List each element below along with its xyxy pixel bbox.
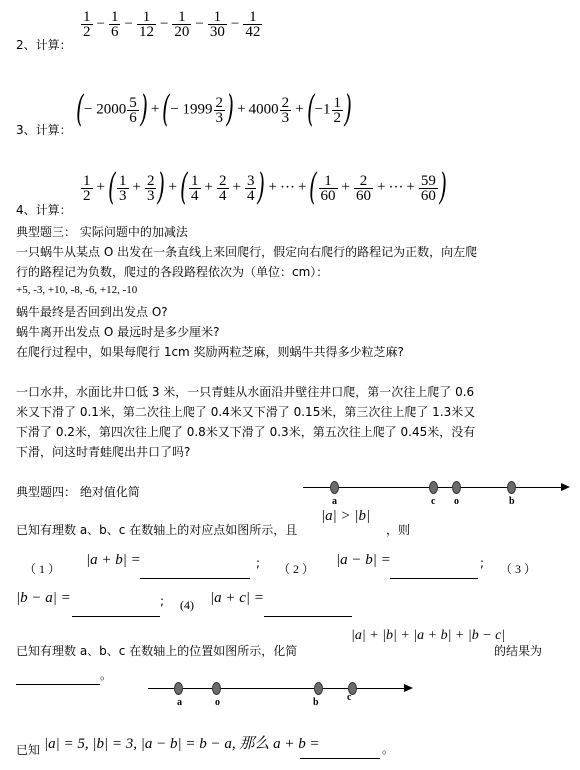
frac-den: 2: [333, 109, 342, 126]
label-o: o: [215, 697, 220, 708]
abs-2-stem-end: 的结果为: [494, 644, 543, 658]
abs-3-end-mark: 。: [382, 742, 395, 756]
abs-1-item-3-blank: [72, 604, 160, 618]
abs-1-stem: 已知有理数 a、b、c 在数轴上的对应点如图所示，且: [16, 523, 298, 537]
abs-1-item-3-semi: ;: [160, 594, 165, 608]
frog-line-3: 下滑了 0.2米，第四次往上爬了 0.8米又下滑了 0.3米，第五次往上爬了 0.45米，没有: [16, 425, 476, 439]
point-o: [452, 481, 461, 494]
abs-1-item-4-blank: [264, 604, 352, 618]
abs-1-condition: |a| > |b|: [321, 508, 371, 524]
frog-line-4: 下滑，问这时青蛙爬出井口了吗?: [16, 445, 191, 459]
problem-3-label: 3、计算：: [16, 123, 72, 137]
frac-den: 3: [119, 187, 127, 204]
problem-4-label: 4、计算：: [16, 203, 72, 217]
frac-num: 2: [215, 94, 224, 111]
frac-num: 1: [191, 172, 199, 189]
snail-line-2: 行的路程记为负数，爬过的各段路程依次为（单位：cm）：: [16, 265, 329, 279]
section-4-title: 典型题四： 绝对值化简: [16, 485, 140, 499]
mixed-whole: 1999: [182, 101, 213, 118]
problem-3-expression: (− 2000 $\frac{5}{6}$ ) +(− 1999 $\frac{2}{3}$ ) + 4000 $\frac{2}{3}$ +(−1 $\frac{1}{2}$ ): [76, 89, 352, 130]
frac-num: 2: [146, 172, 155, 189]
snail-line-1: 一只蜗牛从某点 O 出发在一条直线上来回爬行，假定向右爬行的路程记为正数，向左爬: [16, 245, 478, 259]
mixed-whole: 2000: [96, 101, 127, 118]
frac-num: 3: [246, 172, 255, 189]
label-o: o: [454, 496, 459, 507]
abs-3-prefix: 已知: [16, 743, 41, 757]
mixed-whole: 4000: [248, 101, 279, 118]
frac-num: 1: [333, 94, 342, 111]
snail-question-1: 蜗牛最终是否回到出发点 O?: [16, 305, 168, 319]
abs-2-end-mark: 。: [100, 668, 113, 682]
label-b: b: [313, 697, 319, 708]
abs-1-item-1-expr: |a + b| =: [86, 552, 141, 568]
frac-den: 4: [246, 187, 255, 204]
snail-values: +5, -3, +10, -8, -6, +12, -10: [16, 284, 138, 296]
point-a: [330, 481, 339, 494]
label-c: c: [347, 692, 352, 703]
label-a: a: [332, 496, 337, 507]
problem-2-label: 2、计算：: [16, 38, 72, 52]
abs-1-item-3-expr: |b − a| =: [16, 590, 71, 606]
abs-2-expression: |a| + |b| + |a + b| + |b − c|: [351, 628, 506, 643]
label-b: b: [509, 496, 515, 507]
abs-1-item-1-semi: ;: [256, 556, 261, 570]
abs-1-item-4-number: (4): [180, 598, 194, 612]
frac-num: 1: [83, 9, 91, 25]
frog-line-1: 一口水井，水面比井口低 3 米，一只青蛙从水面沿井壁往井口爬，第一次往上爬了 0.6: [16, 385, 475, 399]
label-a: a: [177, 697, 182, 708]
frac-num: 5: [129, 94, 137, 111]
frac-num: 2: [281, 94, 290, 111]
abs-3-blank: [300, 746, 380, 760]
point-a: [174, 682, 183, 695]
problem-4-expression: $\frac{1}{2}$ +( $\frac{1}{3}$ + $\frac{2}{3}$ ) +( $\frac{1}{4}$ + $\frac{2}{4}$ + $\frac{3}{4}$ ) + ··· +( $\frac{1}{60}$ + $\frac{2}{60}$ + ··· + $\frac{59}{60}$ ): [83, 167, 447, 208]
snail-question-3: 在爬行过程中，如果每爬行 1cm 奖励两粒芝麻，则蜗牛共得多少粒芝麻?: [16, 345, 404, 359]
label-c: c: [431, 496, 436, 507]
frac-num: 59: [420, 172, 436, 189]
frac-den: 3: [146, 187, 155, 204]
frac-den: 4: [219, 187, 227, 204]
abs-3-expression: |a| = 5, |b| = 3, |a − b| = b − a, 那么 a + b =: [44, 736, 320, 752]
point-b: [314, 682, 323, 695]
abs-1-item-1-blank: [140, 566, 250, 580]
axis-line: [148, 688, 404, 689]
abs-1-item-2-blank: [390, 566, 478, 580]
axis-arrow: [404, 684, 413, 692]
frac-den: 60: [320, 187, 336, 204]
abs-1-item-2-semi: ;: [480, 556, 485, 570]
abs-2-stem: 已知有理数 a、b、c 在数轴上的位置如图所示，化简: [16, 644, 298, 658]
frac-num: 2: [219, 172, 227, 189]
frac-den: 2: [83, 24, 91, 40]
problem-2-expression: $\frac{1}{2}$ − $\frac{1}{6}$ − $\frac{1}{12}$ − $\frac{1}{20}$ − $\frac{1}{30}$ − $\frac{1}{42}$: [83, 9, 261, 40]
axis-arrow: [561, 483, 570, 491]
abs-1-item-2-expr: |a − b| =: [336, 552, 391, 568]
mixed-whole: 1: [323, 101, 331, 118]
frac-den: 3: [281, 109, 290, 126]
frac-den: 4: [191, 187, 199, 204]
ellipsis: ···: [280, 179, 295, 196]
section-3-title: 典型题三： 实际问题中的加减法: [16, 225, 188, 239]
frac-num: 1: [119, 172, 127, 189]
frac-den: 60: [420, 187, 436, 204]
frac-den: 6: [129, 109, 137, 126]
abs-1-stem-end: ，则: [386, 523, 411, 537]
frac-num: 1: [319, 174, 338, 189]
abs-2-blank: [16, 672, 100, 686]
point-b: [507, 481, 516, 494]
frac-num: 2: [354, 174, 373, 189]
point-c: [429, 481, 438, 494]
abs-1-item-1-number: （ 1 ）: [24, 562, 61, 576]
abs-1-item-3-number: （ 3 ）: [500, 562, 537, 576]
point-o: [212, 682, 221, 695]
frac-den: 60: [355, 187, 371, 204]
snail-question-2: 蜗牛离开出发点 O 最远时是多少厘米?: [16, 325, 220, 339]
abs-1-item-2-number: （ 2 ）: [278, 562, 315, 576]
frog-line-2: 米又下滑了 0.1米，第二次往上爬了 0.4米又下滑了 0.15米，第三次往上爬了 1.3米又: [16, 405, 476, 419]
frac-den: 3: [215, 109, 224, 126]
abs-1-item-4-expr: |a + c| =: [210, 590, 264, 606]
